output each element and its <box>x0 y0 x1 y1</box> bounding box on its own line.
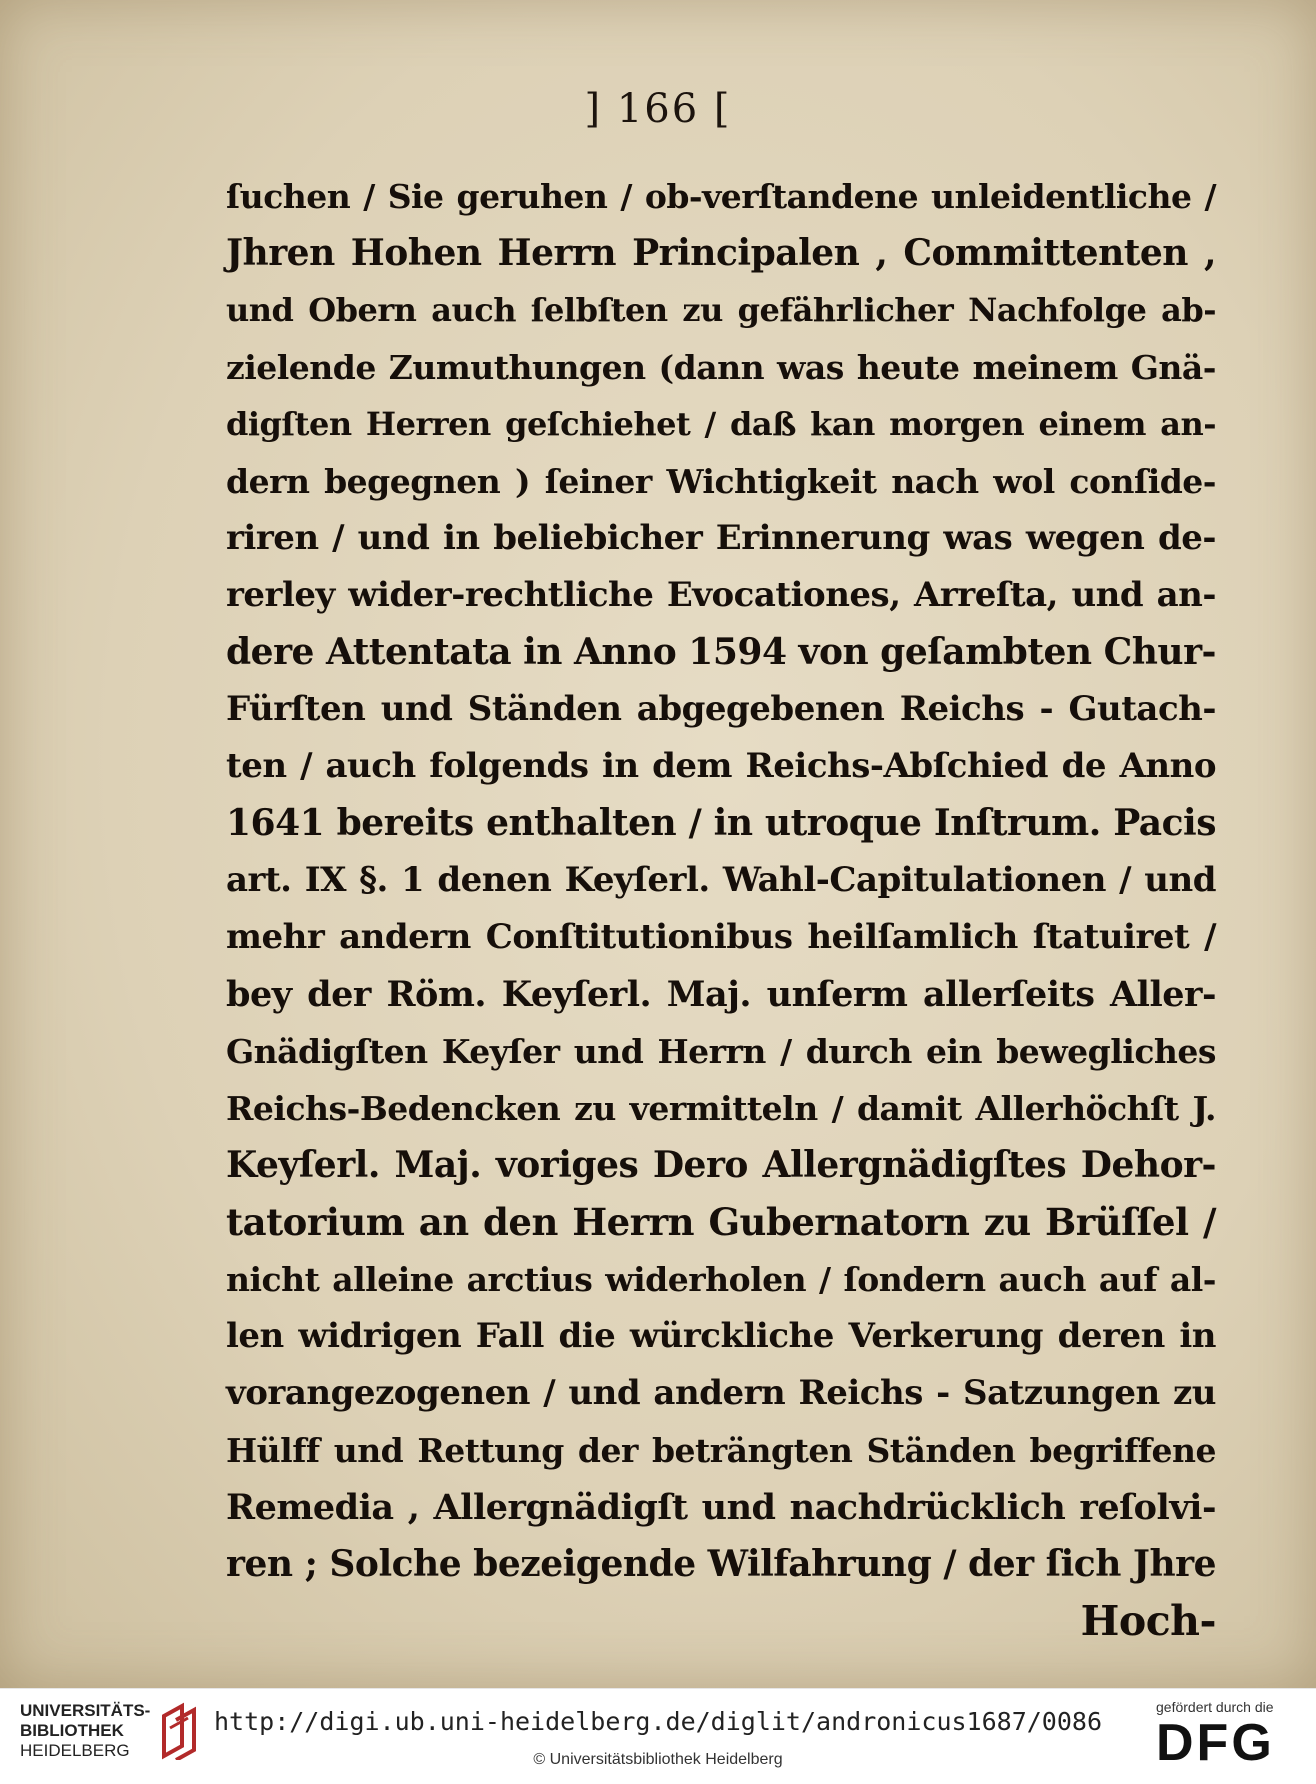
text-line: dern begegnen ) ſeiner Wichtigkeit nach wol conſide- <box>226 462 1216 501</box>
text-line: riren / und in beliebicher Erinnerung was wegen de- <box>226 518 1216 558</box>
text-line: nicht alleine arctius widerholen / ſondern auch auf al- <box>226 1260 1216 1299</box>
dfg-caption: gefördert durch die <box>1156 1699 1274 1715</box>
text-line: len widrigen Fall die würckliche Verkerung deren in <box>226 1316 1216 1356</box>
text-line: ſuchen / Sie geruhen / ob-verſtandene unleidentliche / <box>226 177 1216 216</box>
permalink-url[interactable]: http://digi.ub.uni-heidelberg.de/diglit/andronicus1687/0086 <box>213 1707 1103 1736</box>
dfg-wordmark: DFG <box>1156 1714 1275 1772</box>
text-line: art. IX §. 1 denen Keyſerl. Wahl-Capitulationen / und <box>226 860 1216 900</box>
text-line: zielende Zumuthungen (dann was heute meinem Gnä- <box>226 348 1216 387</box>
page-number: ] 166 [ <box>584 86 732 132</box>
text-line: mehr andern Conſtitutionibus heilſamlich ſtatuiret / <box>226 917 1216 957</box>
page-text <box>226 168 1216 1650</box>
text-line: Jhren Hohen Herrn Principalen , Committenten , <box>226 232 1216 274</box>
text-line: ren ; Solche bezeigende Wilfahrung / der ſich Jhre <box>226 1543 1216 1585</box>
text-line: Remedia , Allergnädigſt und nachdrücklich reſolvi- <box>226 1487 1216 1528</box>
text-line: 1641 bereits enthalten / in utroque Inſtrum. Pacis <box>226 802 1216 844</box>
dfg-logo[interactable] <box>1156 1699 1296 1772</box>
text-line: Hoch- <box>1080 1597 1216 1645</box>
text-line: dere Attentata in Anno 1594 von geſambten Chur- <box>226 631 1216 673</box>
text-line: vorangezogenen / und andern Reichs - Satzungen zu <box>226 1373 1216 1413</box>
text-line: bey der Röm. Keyſerl. Maj. unſerm allerſeits Aller- <box>226 974 1216 1015</box>
text-line: digſten Herren geſchiehet / daß kan morgen einem an- <box>226 405 1216 443</box>
text-line: Keyſerl. Maj. voriges Dero Allergnädigſtes Dehor- <box>226 1144 1216 1186</box>
text-line: rerley wider-rechtliche Evocationes, Arreſta, und an- <box>226 575 1216 615</box>
copyright-notice: © Universitätsbibliothek Heidelberg <box>533 1751 783 1768</box>
text-line: Fürſten und Ständen abgegebenen Reichs - Gutach- <box>226 689 1216 729</box>
text-line: Hülff und Rettung der beträngten Ständen begriffene <box>226 1431 1216 1470</box>
text-line: ten / auch folgends in dem Reichs-Abſchied de Anno <box>226 746 1216 786</box>
viewer-footer <box>0 1688 1316 1784</box>
text-line: tatorium an den Herrn Gubernatorn zu Brüſſel / <box>226 1200 1216 1244</box>
library-name-line2: BIBLIOTHEK <box>20 1721 124 1740</box>
library-name-line3: HEIDELBERG <box>20 1741 130 1760</box>
text-line: Gnädigſten Keyſer und Herrn / durch ein bewegliches <box>226 1032 1216 1071</box>
text-line: und Obern auch ſelbſten zu gefährlicher Nachfolge ab- <box>226 291 1216 329</box>
text-line: Reichs-Bedencken zu vermitteln / damit Allerhöchſt J. <box>226 1089 1216 1128</box>
library-name-line1: UNIVERSITÄTS- <box>20 1701 151 1720</box>
